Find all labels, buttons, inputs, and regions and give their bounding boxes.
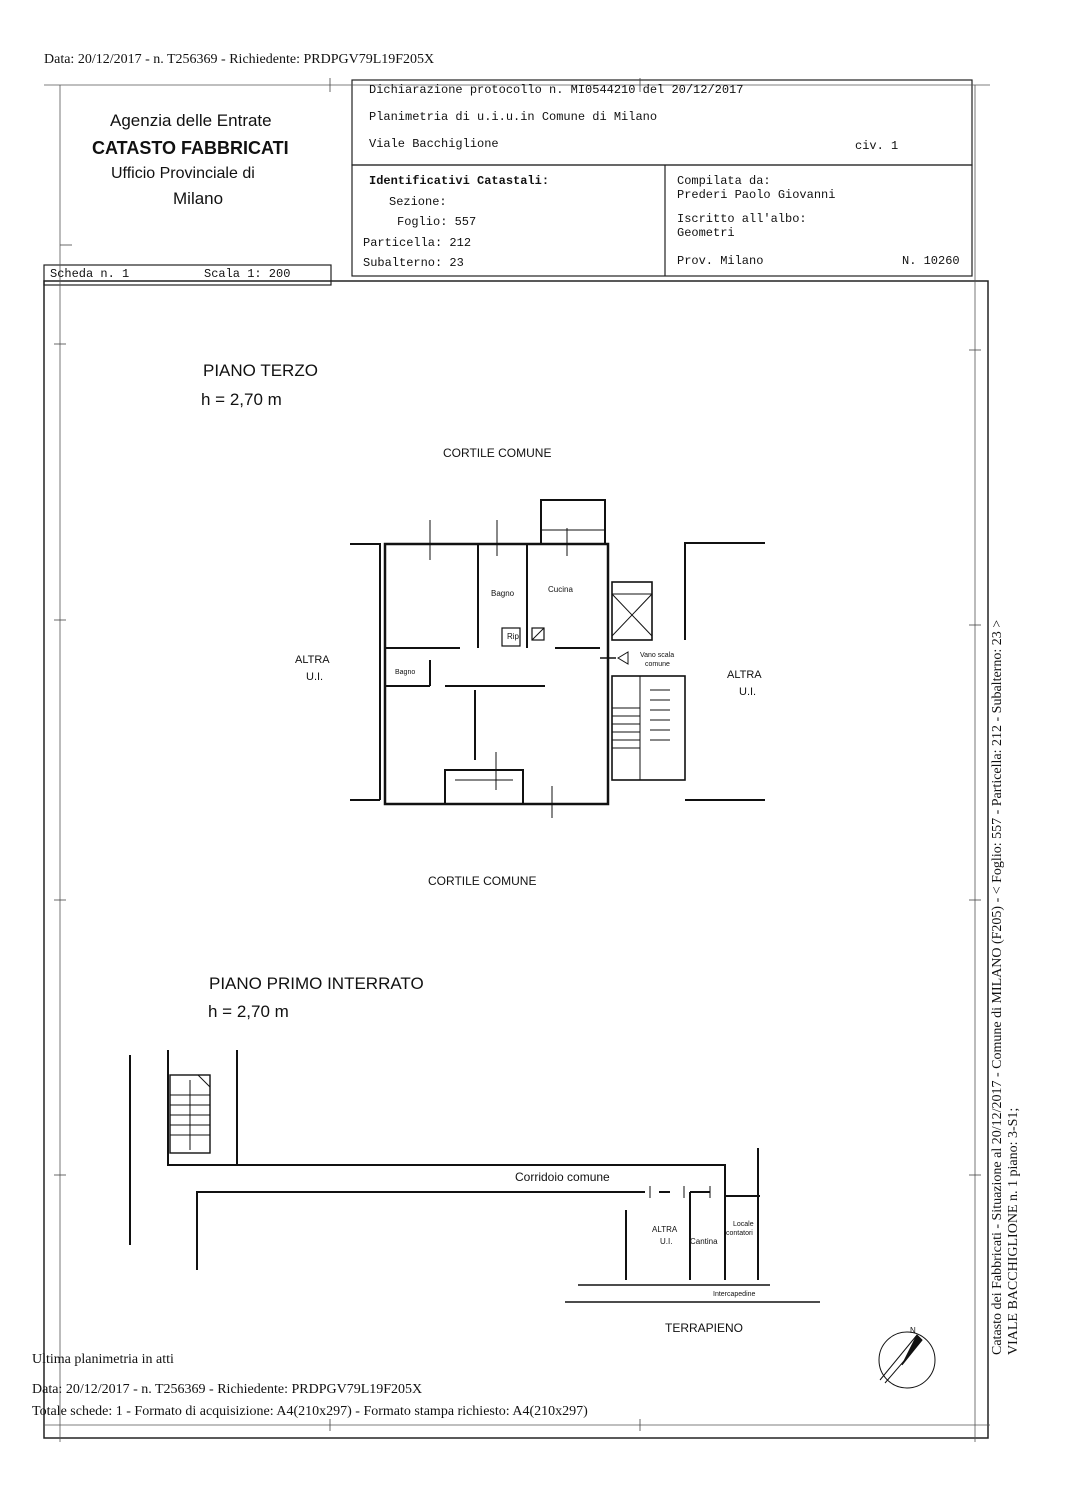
upper-plan-title: PIANO TERZO — [203, 361, 318, 380]
meter-room-label-2: contatori — [726, 1230, 753, 1237]
scheda-label: Scheda n. 1 — [50, 267, 130, 281]
compass-icon — [879, 1332, 935, 1388]
request-line: Data: 20/12/2017 - n. T256369 - Richiedente: PRDPGV79L19F205X — [44, 52, 435, 67]
sidebar-address: VIALE BACCHIGLIONE n. 1 piano: 3-S1; — [1006, 1107, 1021, 1355]
upper-court-top: CORTILE COMUNE — [443, 446, 552, 460]
subalterno-value: Subalterno: 23 — [363, 256, 464, 270]
footer-totals: Totale schede: 1 - Formato di acquisizione: A4(210x297) - Formato stampa richiesto: A4(210x297) — [32, 1404, 588, 1419]
corridor-label: Corridoio comune — [515, 1170, 610, 1184]
upper-court-bottom: CORTILE COMUNE — [428, 874, 537, 888]
particella-value: Particella: 212 — [363, 236, 472, 250]
stair-label-1: Vano scala — [640, 652, 675, 659]
agency-name: Agenzia delle Entrate — [110, 111, 272, 130]
identifiers-title: Identificativi Catastali: — [369, 174, 550, 188]
left-other-unit-ui: U.I. — [306, 671, 324, 683]
compiled-title: Compilata da: — [677, 174, 771, 188]
albo-label: Iscritto all'albo: — [677, 212, 807, 226]
meter-room-label-1: Locale — [733, 1221, 754, 1228]
room-bagno: Bagno — [491, 589, 515, 598]
upper-plan-height: h = 2,70 m — [201, 390, 282, 409]
compiler-name: Prederi Paolo Giovanni — [677, 188, 836, 202]
sidebar-situation: Catasto dei Fabbricati - Situazione al 20/12/2017 - Comune di MILANO (F205) - < Foglio: 557 - Particella: 212 - Subalterno: 23 > — [990, 619, 1005, 1355]
right-other-unit: ALTRA — [727, 669, 762, 681]
room-ripostiglio: Rip. — [507, 632, 522, 641]
scala-label: Scala 1: 200 — [204, 267, 291, 281]
office-label: Ufficio Provinciale di — [111, 165, 255, 182]
office-city: Milano — [173, 189, 224, 208]
cavity-label: Intercapedine — [713, 1291, 756, 1298]
foglio-value: Foglio: 557 — [397, 215, 477, 229]
lower-plan-height: h = 2,70 m — [208, 1002, 289, 1021]
north-label: N — [910, 1326, 916, 1335]
lower-plan-title: PIANO PRIMO INTERRATO — [209, 974, 424, 993]
embankment-label: TERRAPIENO — [665, 1321, 744, 1335]
room-bagno-small: Bagno — [395, 669, 416, 676]
cellar-label: Cantina — [690, 1237, 718, 1246]
last-plan-note: Ultima planimetria in atti — [32, 1352, 174, 1367]
stair-label-2: comune — [645, 661, 670, 668]
declaration-line: Dichiarazione protocollo n. MI0544210 del 20/12/2017 — [369, 83, 744, 97]
province: Prov. Milano — [677, 254, 764, 268]
other-unit-lower: ALTRA — [652, 1225, 678, 1234]
left-other-unit: ALTRA — [295, 654, 330, 666]
catasto-title: CATASTO FABBRICATI — [92, 138, 289, 158]
albo-category: Geometri — [677, 226, 735, 240]
civic-number: civ. 1 — [855, 139, 899, 153]
planimetry-line: Planimetria di u.i.u.in Comune di Milano — [369, 110, 658, 124]
other-unit-lower-ui: U.I. — [660, 1237, 673, 1246]
address-line: Viale Bacchiglione — [369, 137, 499, 151]
footer-request-line: Data: 20/12/2017 - n. T256369 - Richiedente: PRDPGV79L19F205X — [32, 1382, 423, 1397]
sezione-label: Sezione: — [389, 195, 447, 209]
right-other-unit-ui: U.I. — [739, 686, 757, 698]
albo-number: N. 10260 — [902, 254, 960, 268]
room-cucina: Cucina — [548, 585, 573, 594]
